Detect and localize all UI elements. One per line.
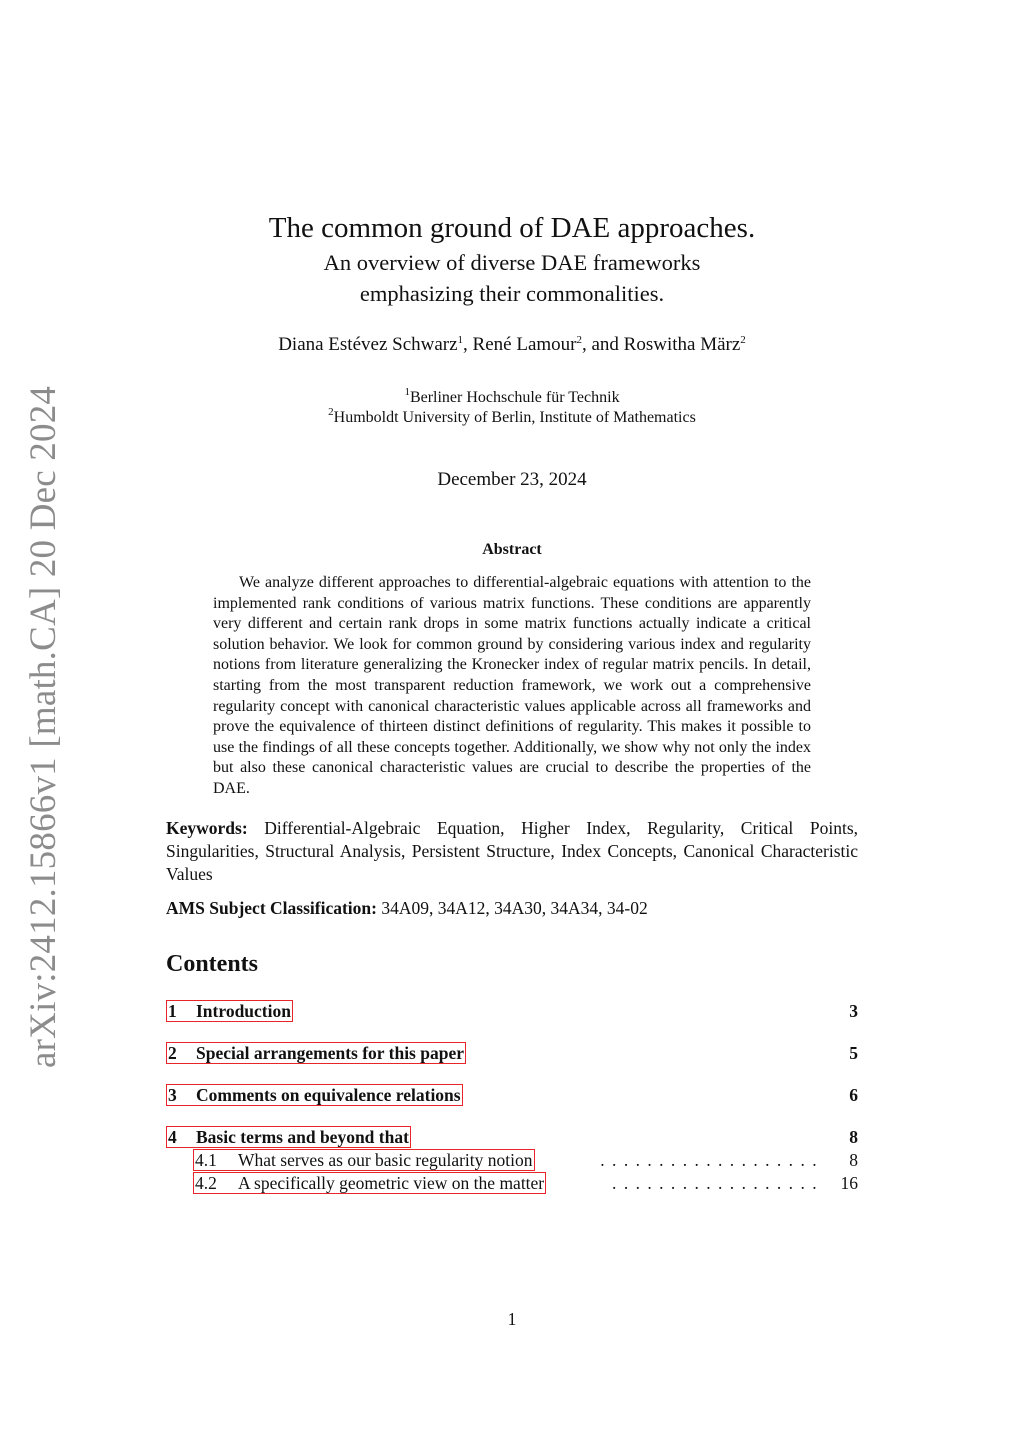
- ams-classification-section: [166, 897, 858, 920]
- toc-section-number: 1: [168, 1001, 177, 1021]
- toc-link-geometric-view[interactable]: [193, 1172, 546, 1194]
- affiliation-1: [0, 386, 1024, 407]
- toc-link-special-arrangements[interactable]: [166, 1042, 466, 1064]
- author-name: René Lamour: [472, 334, 577, 355]
- toc-page-number: 8: [849, 1127, 858, 1147]
- toc-section-title: Introduction: [196, 1001, 291, 1021]
- keywords-text: Differential-Algebraic Equation, Higher Index, Regularity, Critical Points, Singularities, Structural Analysis, Persistent Structure, Index Concepts, Canonical Characteristic Values: [166, 818, 859, 884]
- toc-entry-equivalence-relations: [166, 1084, 858, 1108]
- toc-link-basic-regularity-notion[interactable]: [193, 1149, 535, 1171]
- author-name: Diana Estévez Schwarz: [278, 334, 458, 355]
- toc-page-number: 5: [849, 1043, 858, 1063]
- toc-entry-special-arrangements: [166, 1042, 858, 1066]
- toc-section-number: 2: [168, 1043, 177, 1063]
- toc-page-number: 3: [849, 1001, 858, 1021]
- author-affiliation-mark: 1: [457, 334, 464, 346]
- abstract-heading: Abstract: [482, 541, 542, 558]
- affiliation-name: Humboldt University of Berlin, Institute of Mathematics: [333, 409, 696, 426]
- toc-page-number: 16: [840, 1173, 858, 1193]
- toc-section-number: 4: [168, 1127, 177, 1147]
- ams-codes: 34A09, 34A12, 34A30, 34A34, 34-02: [381, 898, 648, 918]
- page-number: 1: [507, 1309, 517, 1329]
- toc-subsection-number: 4.2: [195, 1173, 217, 1193]
- affiliation-2: [0, 406, 1024, 427]
- affiliation-name: Berliner Hochschule für Technik: [409, 389, 620, 406]
- abstract-text: We analyze different approaches to differential-algebraic equations with attention to the implemented rank conditions of various matrix functions. These conditions are apparently very different and certain rank drops in some matrix functions actually indicate a critical solution behavior. We look for common ground by considering various index and regularity notions from literature generalizing the Kronecker index of regular matrix pencils. In detail, starting from the most transparent reduction framework, we work out a comprehensive regularity concept with canonical characteristic values applicable across all frameworks and prove the equivalence of thirteen distinct definitions of regularity. This makes it possible to use the findings of all these concepts together. Additionally, we show why not only the index but also these canonical characteristic values are crucial to describe the properties of the DAE.: [213, 574, 811, 797]
- toc-subsection-title: A specifically geometric view on the matter: [238, 1173, 545, 1193]
- ams-label: AMS Subject Classification:: [166, 898, 377, 918]
- paper-subtitle-line-1: An overview of diverse DAE frameworks: [323, 250, 701, 275]
- toc-section-title: Comments on equivalence relations: [196, 1085, 461, 1105]
- paper-subtitle-line-2: emphasizing their commonalities.: [359, 281, 665, 306]
- toc-section-number: 3: [168, 1085, 177, 1105]
- keywords-section: [166, 817, 858, 886]
- publication-date: December 23, 2024: [437, 469, 587, 490]
- author-affiliation-mark: 2: [576, 334, 582, 346]
- toc-link-equivalence-relations[interactable]: [166, 1084, 463, 1106]
- arxiv-identifier-stamp: arXiv:2412.15866v1 [math.CA] 20 Dec 2024: [23, 385, 64, 1068]
- author-separator: , and: [581, 334, 624, 355]
- author-name: Roswitha März: [623, 334, 741, 355]
- author-separator: ,: [463, 334, 473, 355]
- toc-dot-leader: ..................: [612, 1173, 824, 1193]
- toc-entry-basic-regularity-notion: [166, 1149, 858, 1173]
- affiliation-mark: 1: [404, 386, 410, 398]
- toc-subsection-title: What serves as our basic regularity notion: [238, 1150, 533, 1170]
- toc-page-number: 8: [849, 1150, 858, 1170]
- author-list: [0, 334, 1024, 356]
- toc-link-basic-terms[interactable]: [166, 1126, 411, 1148]
- toc-entry-introduction: [166, 1000, 858, 1024]
- toc-page-number: 6: [849, 1085, 858, 1105]
- paper-title: The common ground of DAE approaches.: [268, 212, 756, 244]
- toc-entry-geometric-view: [166, 1172, 858, 1196]
- author-affiliation-mark: 2: [740, 334, 746, 346]
- affiliation-mark: 2: [328, 406, 334, 418]
- toc-section-title: Basic terms and beyond that: [196, 1127, 409, 1147]
- toc-dot-leader: ...................: [600, 1150, 824, 1170]
- contents-heading: Contents: [166, 951, 259, 977]
- toc-section-title: Special arrangements for this paper: [196, 1043, 464, 1063]
- toc-link-introduction[interactable]: [166, 1000, 293, 1022]
- toc-entry-basic-terms: [166, 1126, 858, 1150]
- keywords-label: Keywords:: [166, 818, 248, 838]
- toc-subsection-number: 4.1: [195, 1150, 217, 1170]
